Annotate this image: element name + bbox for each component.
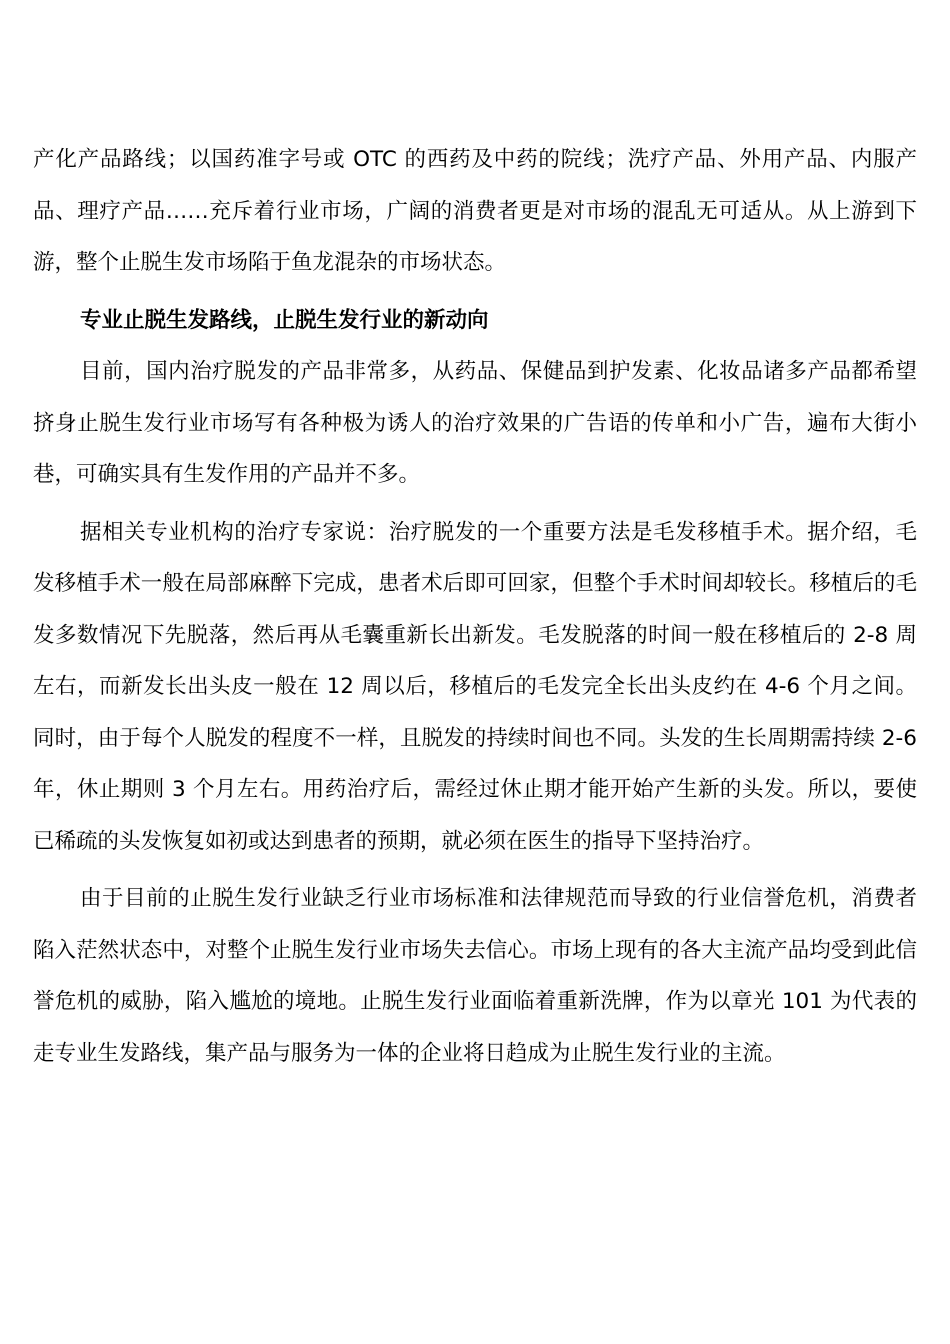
body-paragraph-2: 据相关专业机构的治疗专家说：治疗脱发的一个重要方法是毛发移植手术。据介绍，毛发移植手术一般在局部麻醉下完成，患者术后即可回家，但整个手术时间却较长。移植后的毛发多数情况下先脱落，然后再从毛囊重新长出新发。毛发脱落的时间一般在移植后的 2-8 周左右，而新发长出头皮一般在 12 周以后，移植后的毛发完全长出头皮约在 4-6 个月之间。同时，由于每个人脱发的程度不一样，且脱发的持续时间也不同。头发的生长周期需持续 2-6 年，休止期则 3 个月左右。用药治疗后，需经过休止期才能开始产生新的头发。所以，要使已稀疏的头发恢复如初或达到患者的预期，就必须在医生的指导下坚持治疗。 — [33, 519, 917, 854]
body-paragraph-3: 由于目前的止脱生发行业缺乏行业市场标准和法律规范而导致的行业信誉危机，消费者陷入茫然状态中，对整个止脱生发行业市场失去信心。市场上现有的各大主流产品均受到此信誉危机的威胁，陷入尴尬的境地。止脱生发行业面临着重新洗牌，作为以章光 101 为代表的走专业生发路线，集产品与服务为一体的企业将日趋成为止脱生发行业的主流。 — [33, 886, 917, 1066]
body-paragraph-1: 目前，国内治疗脱发的产品非常多，从药品、保健品到护发素、化妆品诸多产品都希望挤身止脱生发行业市场写有各种极为诱人的治疗效果的广告语的传单和小广告，遍布大街小巷，可确实具有生发作用的产品并不多。 — [33, 359, 917, 487]
continued-paragraph: 产化产品路线；以国药准字号或 OTC 的西药及中药的院线；洗疗产品、外用产品、内服产品、理疗产品……充斥着行业市场，广阔的消费者更是对市场的混乱无可适从。从上游到下游，整个止脱生发市场陷于鱼龙混杂的市场状态。 — [33, 147, 917, 275]
section-heading: 专业止脱生发路线，止脱生发行业的新动向 — [80, 307, 489, 333]
document-body — [33, 134, 917, 1079]
